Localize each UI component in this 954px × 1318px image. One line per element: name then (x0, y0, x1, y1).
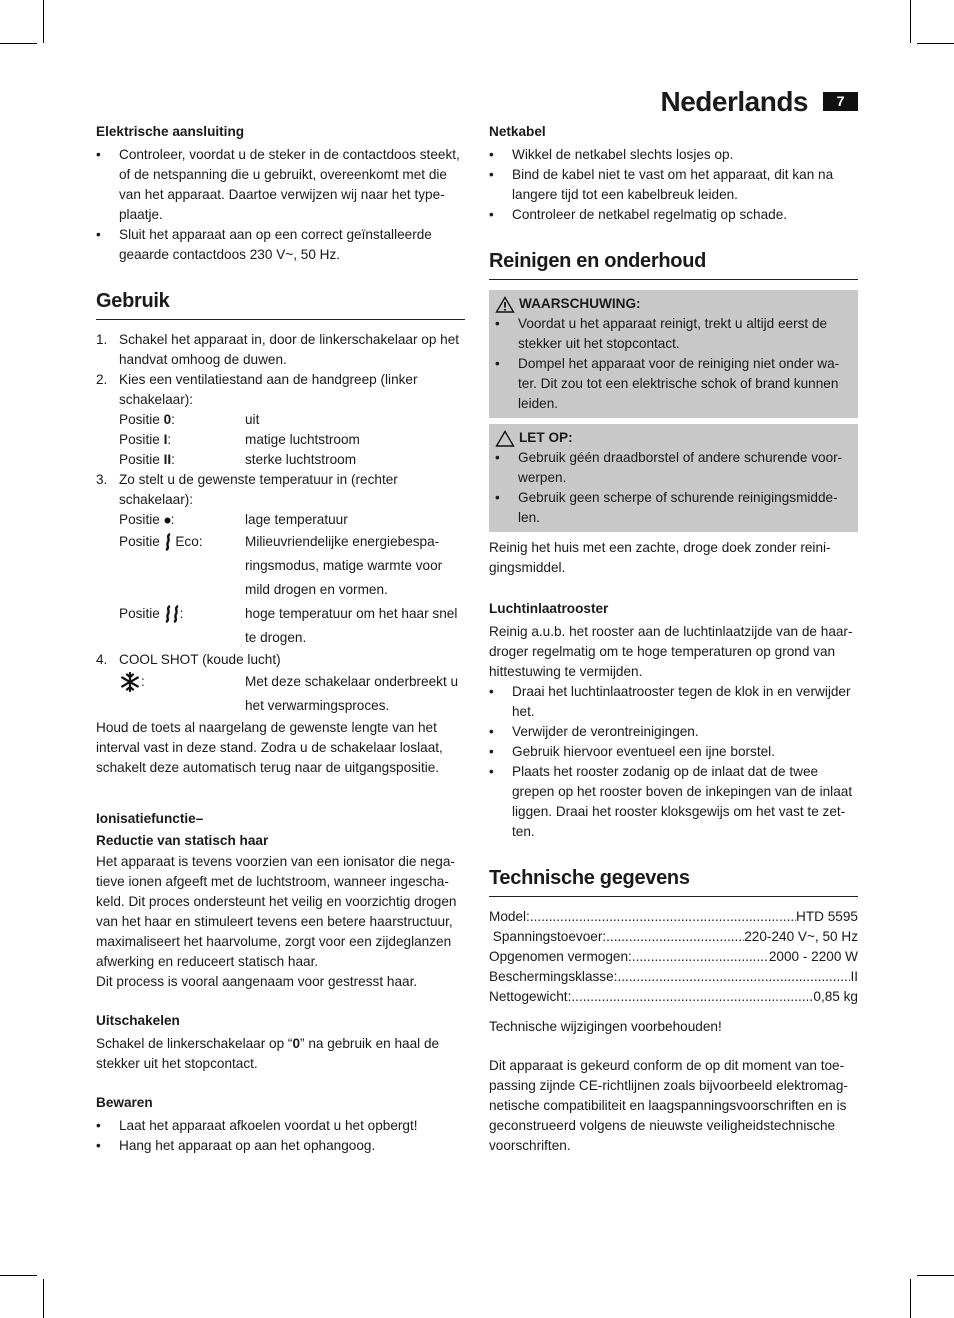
tech-note: Technische wijzigingen voorbehouden! (489, 1019, 722, 1034)
spec-label: Spanningstoevoer: (489, 929, 607, 944)
gebruik-steps (96, 330, 465, 718)
lucht-list (489, 682, 858, 842)
warning-title (495, 294, 848, 314)
position-suffix: : (170, 512, 175, 527)
position-symbol: I (163, 432, 168, 447)
list-item: • Plaats het rooster zodanig op de inlaat dat de twee grepen op het rooster boven de inkepingen van de inlaat liggen. Draai het rooster kloksgewijs om het vast te zet-ten. (489, 762, 858, 842)
position-value: Met deze schakelaar onderbreekt u het verwarmingsproces. (245, 674, 459, 713)
list-item: • Verwijder de verontreinigingen. (489, 722, 858, 742)
attention-label: LET OP: (519, 430, 573, 445)
crop-mark (917, 1275, 954, 1276)
warning-list (495, 314, 848, 414)
list-item: • Sluit het apparaat aan op een correct geïnstalleerde geaarde contactdoos 230 V~, 50 Hz. (96, 225, 465, 265)
step-number: 3. (96, 472, 108, 487)
fan-position-0 (119, 410, 465, 430)
elec-heading: Elektrische aansluiting (96, 124, 245, 139)
warning-box (489, 290, 858, 418)
list-item: • Gebruik géén draadborstel of andere schurende voor-werpen. (495, 448, 848, 488)
temp-position-high (119, 602, 465, 650)
list-item: • Voordat u het apparaat reinigt, trekt u altijd eerst de stekker uit het stopcontact. (495, 314, 848, 354)
dot-icon (164, 517, 171, 524)
cool-shot-row (119, 670, 465, 718)
heat-wave-icon (164, 533, 172, 551)
attention-list (495, 448, 848, 528)
warning-label: WAARSCHUWING: (519, 296, 641, 311)
temp-position-low (119, 510, 465, 530)
position-suffix: : (171, 452, 175, 467)
position-label: Positie (119, 432, 164, 447)
left-column (96, 121, 465, 1156)
uit-text-bold: 0 (292, 1036, 301, 1051)
spec-label: Model: (489, 909, 530, 924)
crop-mark (0, 1275, 37, 1276)
tech-heading: Technische gegevens (489, 864, 858, 897)
position-value: uit (245, 412, 260, 427)
position-suffix: : (167, 432, 172, 447)
gebruik-note: Houd de toets al naargelang de gewenste lengte van het interval vast in deze stand. Zodra u de schakelaar loslaat, schakelt deze automatisch terug naar de uitgangspositie. (96, 720, 443, 775)
spec-value: II (850, 969, 858, 984)
position-value: hoge temperatuur om het haar snel te drogen. (245, 606, 458, 645)
ion-heading-2: Reductie van statisch haar (96, 833, 269, 848)
right-column (489, 121, 858, 1156)
spec-label: Opgenomen vermogen: (489, 949, 632, 964)
crop-mark (0, 43, 37, 44)
position-suffix: : (141, 674, 145, 689)
step-text: Kies een ventilatiestand aan de handgreep (linker schakelaar): (119, 372, 418, 407)
conform-text: Dit apparaat is gekeurd conform de op dit moment van toe-passing zijnde CE-richtlijnen zoals bijvoorbeeld elektromag-netische compatibiliteit en laagspanningsvoorschriften en is geconstrueerd volgens de nieuwste veiligheidstechnische voorschriften. (489, 1058, 848, 1153)
gebruik-heading: Gebruik (96, 287, 465, 320)
step-number: 2. (96, 372, 108, 387)
list-item: • Draai het luchtinlaatrooster tegen de klok in en verwijder het. (489, 682, 858, 722)
snowflake-icon (119, 671, 141, 693)
reinigen-heading: Reinigen en onderhoud (489, 247, 858, 280)
position-value: lage temperatuur (245, 512, 348, 527)
warning-triangle-icon (495, 296, 515, 313)
spec-label: Beschermingsklasse: (489, 969, 618, 984)
step-3 (96, 470, 465, 650)
ion-heading-1: Ionisatiefunctie– (96, 811, 204, 826)
netkabel-list (489, 145, 858, 225)
crop-mark (910, 0, 911, 43)
ion-text-2: Dit process is vooral aangenaam voor gestresst haar. (96, 974, 418, 989)
step-text: Zo stelt u de gewenste temperatuur in (rechter schakelaar): (119, 472, 398, 507)
spec-value: 220-240 V~, 50 Hz (744, 929, 858, 944)
list-item: • Hang het apparaat op aan het ophangoog. (96, 1136, 465, 1156)
page-number: 7 (823, 92, 858, 111)
list-item: • Controleer, voordat u de steker in de contactdoos steekt, of de netspanning die u gebruikt, overeenkomt met die van het apparaat. Daartoe verwijzen wij naar het type-plaatje. (96, 145, 465, 225)
spec-row (489, 947, 858, 967)
position-label: Positie (119, 534, 164, 549)
position-symbol: 0 (163, 412, 172, 427)
spec-row (489, 987, 858, 1007)
attention-box (489, 424, 858, 532)
bewaren-list (96, 1116, 465, 1156)
step-text: Schakel het apparaat in, door de linkerschakelaar op het handvat omhoog de duwen. (119, 332, 460, 367)
step-4 (96, 650, 465, 718)
position-label: Positie (119, 412, 164, 427)
position-suffix: Eco: (171, 534, 203, 549)
crop-mark (43, 1279, 44, 1318)
ion-text: Het apparaat is tevens voorzien van een ionisator die nega-tieve ionen afgeeft met de luchtstroom, wanneer ingescha-keld. Dit proces ondersteunt het veilig en voorzichtig drogen van het haar en stimuleert tevens een betere haarstructuur, maximaliseert het haarvolume, zorgt voor een zijdeglanzen afwerking en reduceert statisch haar. (96, 854, 457, 969)
fan-position-1 (119, 430, 465, 450)
spec-row (489, 927, 858, 947)
spec-value: 2000 - 2200 W (768, 949, 858, 964)
spec-value: HTD 5595 (796, 909, 858, 924)
uit-text-pre: Schakel de linkerschakelaar op “ (96, 1036, 293, 1051)
spec-row (489, 907, 858, 927)
position-suffix: : (179, 606, 184, 621)
reinigen-text: Reinig het huis met een zachte, droge doek zonder reini-gingsmiddel. (489, 540, 831, 575)
position-value: sterke luchtstroom (245, 452, 357, 467)
uit-text (96, 1034, 465, 1074)
crop-mark (43, 0, 44, 43)
uit-heading: Uitschakelen (96, 1013, 180, 1028)
step-2 (96, 370, 465, 470)
elec-list (96, 145, 465, 265)
page-title: Nederlands (660, 86, 808, 117)
spec-table (489, 907, 858, 1007)
list-item: • Dompel het apparaat voor de reiniging niet onder wa-ter. Dit zou tot een elektrische schok of brand kunnen leiden. (495, 354, 848, 414)
temp-position-eco (119, 530, 465, 602)
uit-text-post: ” na gebruik en haal de stekker uit het stopcontact. (96, 1036, 440, 1071)
list-item: • Gebruik hiervoor eventueel een ijne borstel. (489, 742, 858, 762)
lucht-heading: Luchtinlaatrooster (489, 601, 609, 616)
crop-mark (910, 1279, 911, 1318)
spec-row (489, 967, 858, 987)
position-label: Positie (119, 452, 164, 467)
netkabel-heading: Netkabel (489, 124, 546, 139)
step-number: 4. (96, 652, 108, 667)
fan-position-2 (119, 450, 465, 470)
attention-title (495, 428, 848, 448)
position-value: Milieuvriendelijke energiebespa-ringsmodus, matige warmte voor mild drogen en vormen. (245, 534, 443, 597)
position-value: matige luchtstroom (245, 432, 360, 447)
position-suffix: : (171, 412, 175, 427)
step-text: COOL SHOT (koude lucht) (119, 652, 281, 667)
bewaren-heading: Bewaren (96, 1095, 153, 1110)
position-symbol: II (163, 452, 172, 467)
position-label: Positie (119, 512, 164, 527)
double-heat-wave-icon (164, 605, 180, 623)
list-item: • Bind de kabel niet te vast om het apparaat, dit kan na langere tijd tot een kabelbreuk leiden. (489, 165, 858, 205)
position-label: Positie (119, 606, 164, 621)
step-number: 1. (96, 332, 108, 347)
list-item: • Wikkel de netkabel slechts losjes op. (489, 145, 858, 165)
list-item: • Laat het apparaat afkoelen voordat u het opbergt! (96, 1116, 465, 1136)
spec-label: Nettogewicht: (489, 989, 572, 1004)
lucht-text: Reinig a.u.b. het rooster aan de luchtinlaatzijde van de haar-droger regelmatig om te hoge temperaturen op grond van hittestuwing te vermijden. (489, 624, 853, 679)
step-1 (96, 330, 465, 370)
list-item: • Gebruik geen scherpe of schurende reinigingsmidde-len. (495, 488, 848, 528)
list-item: • Controleer de netkabel regelmatig op schade. (489, 205, 858, 225)
spec-value: 0,85 kg (813, 989, 858, 1004)
crop-mark (917, 43, 954, 44)
caution-triangle-icon (495, 430, 515, 447)
